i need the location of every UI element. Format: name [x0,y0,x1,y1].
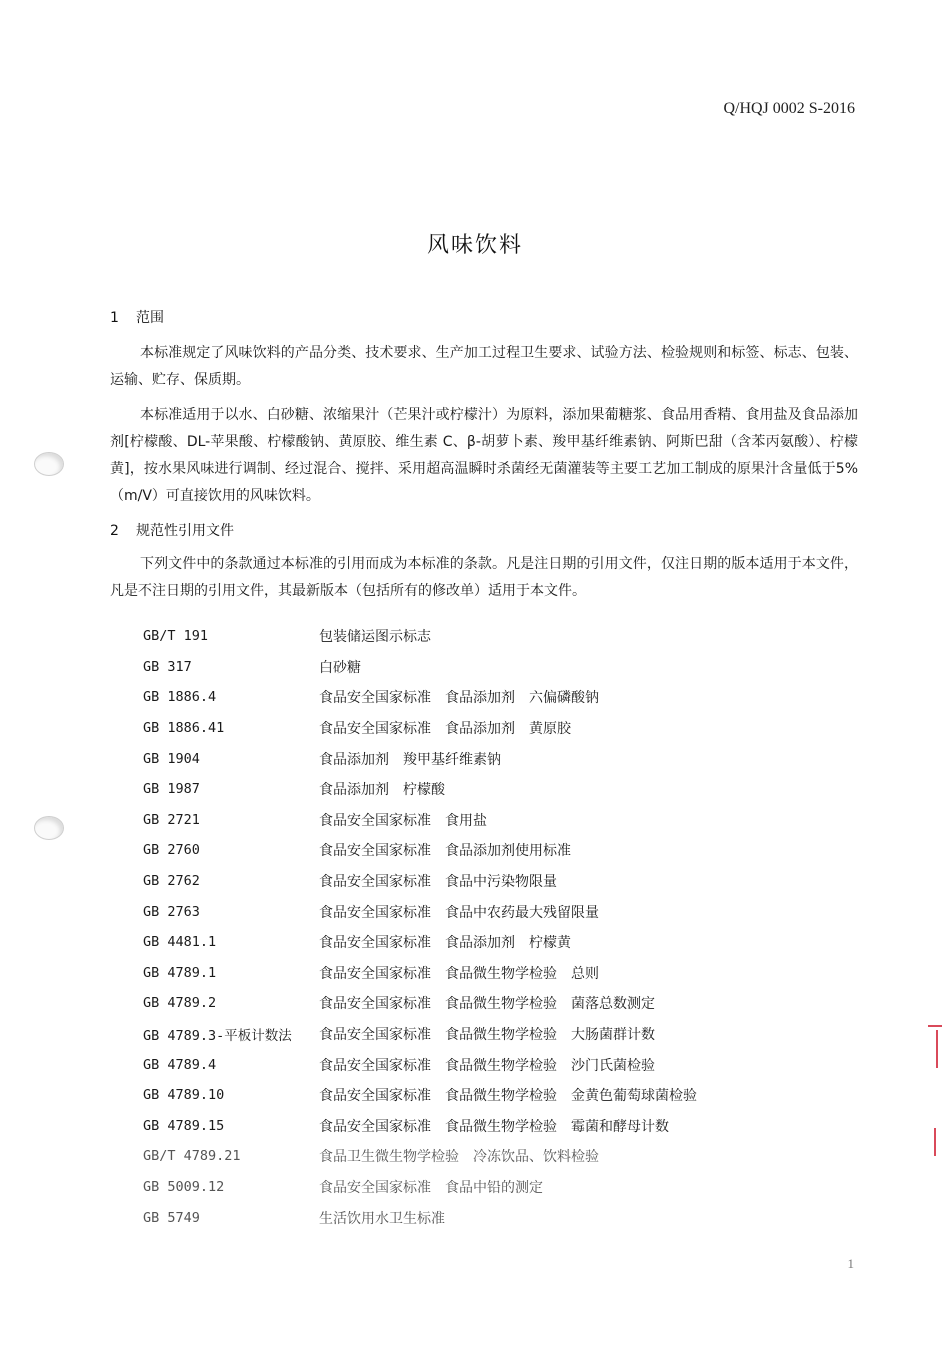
reference-code: GB 5749 [143,1209,200,1226]
reference-title: 食品安全国家标准 食品添加剂 六偏磷酸钠 [319,690,599,707]
reference-row [143,958,843,989]
reference-code: GB 317 [143,658,192,675]
reference-title: 食品安全国家标准 食品微生物学检验 总则 [319,965,599,982]
reference-row [143,774,843,805]
reference-row [143,835,843,866]
reference-code: GB/T 4789.21 [143,1148,241,1165]
reference-row [143,713,843,744]
reference-code: GB 2763 [143,903,200,920]
edge-stamp-mark [934,1128,936,1156]
references-intro-paragraph: 下列文件中的条款通过本标准的引用而成为本标准的条款。凡是注日期的引用文件，仅注日期的版本适用于本文件，凡是不注日期的引用文件，其最新版本（包括所有的修改单）适用于本文件。 [110,556,858,599]
reference-code: GB 1886.4 [143,689,217,706]
reference-code: GB 4481.1 [143,934,217,951]
section-title: 范围 [136,310,164,326]
reference-row [143,1019,843,1050]
reference-title: 食品安全国家标准 食品微生物学检验 金黄色葡萄球菌检验 [319,1088,697,1105]
reference-title: 食品安全国家标准 食品中污染物限量 [319,874,557,891]
reference-title: 食品卫生微生物学检验 冷冻饮品、饮料检验 [319,1149,599,1166]
reference-list [143,621,843,1233]
reference-code: GB 4789.2 [143,995,217,1012]
scope-paragraph-1: 本标准规定了风味饮料的产品分类、技术要求、生产加工过程卫生要求、试验方法、检验规则和标签、标志、包装、运输、贮存、保质期。 [110,345,858,388]
reference-title: 食品安全国家标准 食品添加剂使用标准 [319,843,571,860]
reference-code: GB 4789.1 [143,964,217,981]
edge-stamp-mark [936,1030,938,1068]
reference-title: 食品添加剂 羧甲基纤维素钠 [319,751,501,768]
reference-code: GB/T 191 [143,628,209,645]
standard-code: Q/HQJ 0002 S-2016 [723,100,855,117]
reference-title: 食品安全国家标准 食品微生物学检验 霉菌和酵母计数 [319,1118,669,1135]
section-number: 2 [110,523,119,539]
section-number: 1 [110,310,119,326]
reference-code: GB 4789.15 [143,1117,225,1134]
reference-title: 食品安全国家标准 食品微生物学检验 菌落总数测定 [319,996,655,1013]
reference-code: GB 4789.3-平板计数法 [143,1028,292,1045]
edge-stamp-mark [928,1025,942,1027]
reference-row [143,1141,843,1172]
reference-row [143,1049,843,1080]
reference-code: GB 2762 [143,873,200,890]
reference-row [143,866,843,897]
reference-title: 食品添加剂 柠檬酸 [319,782,445,799]
reference-title: 白砂糖 [319,659,361,676]
reference-title: 食品安全国家标准 食用盐 [319,812,487,829]
reference-title: 食品安全国家标准 食品微生物学检验 沙门氏菌检验 [319,1057,655,1074]
reference-title: 包装储运图示标志 [319,629,431,646]
reference-code: GB 1886.41 [143,720,225,737]
reference-title: 食品安全国家标准 食品中铅的测定 [319,1179,543,1196]
reference-row [143,988,843,1019]
reference-row [143,1080,843,1111]
reference-row [143,621,843,652]
document-title: 风味饮料 [426,233,523,258]
page-number: 1 [847,1256,854,1271]
reference-row [143,1202,843,1233]
reference-title: 食品安全国家标准 食品添加剂 黄原胶 [319,721,571,738]
punch-hole-mark [34,452,64,476]
reference-code: GB 2760 [143,842,200,859]
reference-title: 生活饮用水卫生标准 [319,1210,445,1227]
reference-row [143,652,843,683]
reference-row [143,896,843,927]
reference-code: GB 4789.10 [143,1087,225,1104]
reference-row [143,682,843,713]
reference-code: GB 1987 [143,781,200,798]
reference-row [143,1111,843,1142]
scope-paragraph-2: 本标准适用于以水、白砂糖、浓缩果汁（芒果汁或柠檬汁）为原料，添加果葡糖浆、食品用香精、食用盐及食品添加剂[柠檬酸、DL-苹果酸、柠檬酸钠、黄原胶、维生素 C、β-胡萝卜素、羧甲基纤维素钠、阿斯巴甜（含苯丙氨酸）、柠檬黄]，按水果风味进行调制、经过混合、搅拌、采用超高温瞬时杀菌经无菌灌装等主要工艺加工制成的原果汁含量低于5%（m/V）可直接饮用的风味饮料。 [110,407,858,504]
reference-title: 食品安全国家标准 食品中农药最大残留限量 [319,904,599,921]
reference-row [143,927,843,958]
section-1-heading [110,307,164,327]
reference-row [143,743,843,774]
section-2-heading [110,520,234,540]
reference-row [143,1172,843,1203]
punch-hole-mark [34,816,64,840]
reference-code: GB 4789.4 [143,1056,217,1073]
section-title: 规范性引用文件 [136,523,234,539]
reference-code: GB 1904 [143,750,200,767]
reference-code: GB 2721 [143,811,200,828]
reference-title: 食品安全国家标准 食品微生物学检验 大肠菌群计数 [319,1027,655,1044]
reference-code: GB 5009.12 [143,1178,225,1195]
reference-title: 食品安全国家标准 食品添加剂 柠檬黄 [319,935,571,952]
reference-row [143,805,843,836]
